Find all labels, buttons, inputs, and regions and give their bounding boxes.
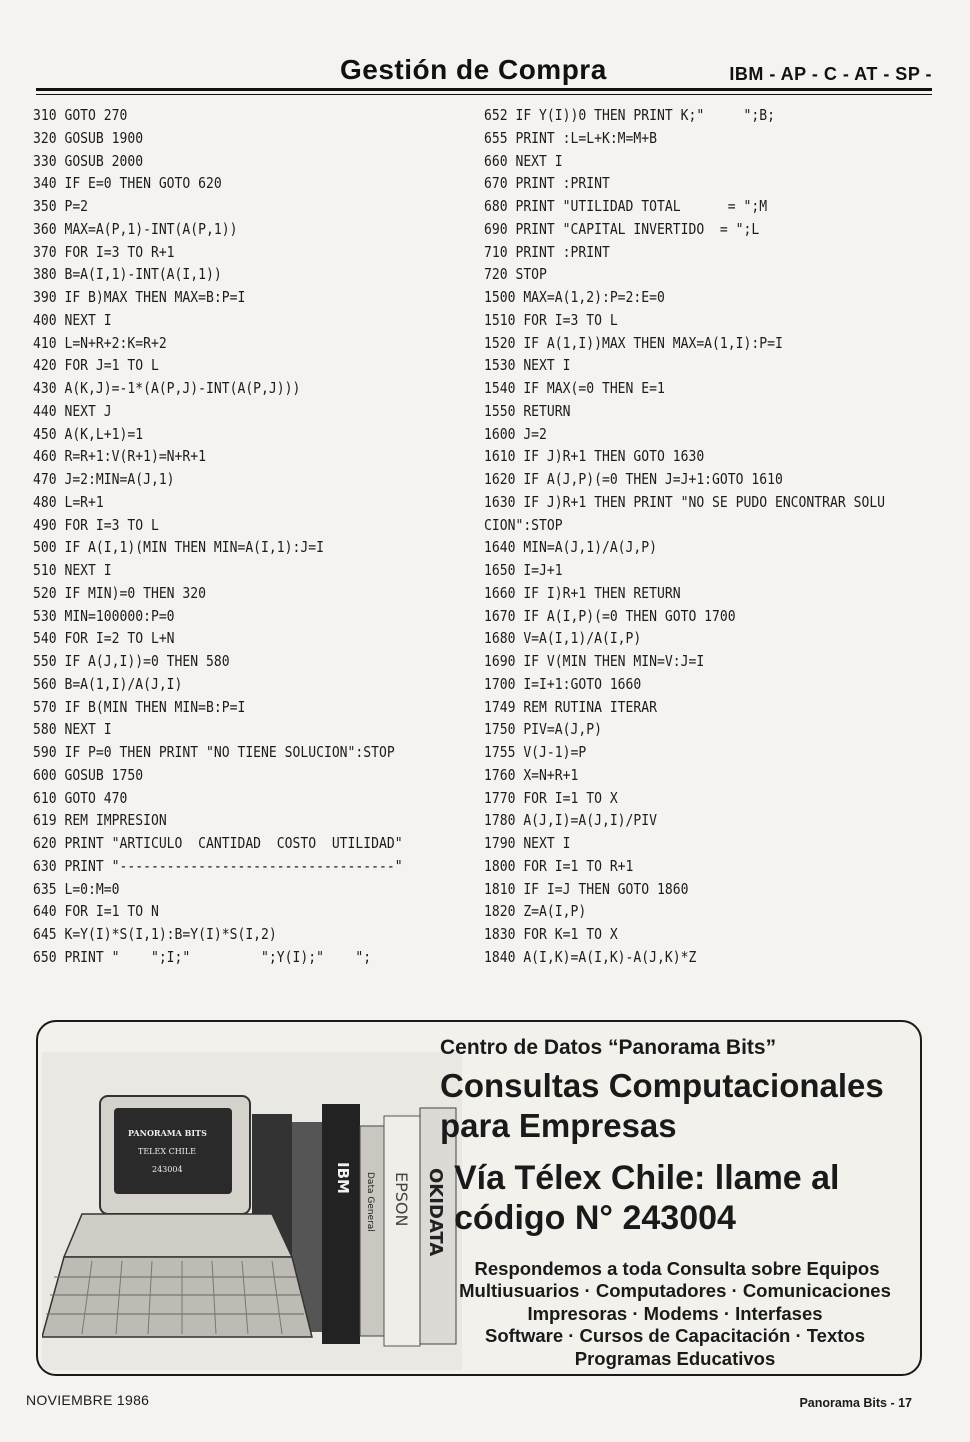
screen-line-1: PANORAMA BITS xyxy=(128,1128,207,1138)
code-line: 1780 A(J,I)=A(J,I)/PIV xyxy=(484,811,658,830)
code-line: 1640 MIN=A(J,1)/A(J,P) xyxy=(484,538,658,557)
code-line: 440 NEXT J xyxy=(33,401,112,420)
code-line: 1600 J=2 xyxy=(484,424,547,443)
code-line: 550 IF A(J,I))=0 THEN 580 xyxy=(33,652,230,670)
code-line: 660 NEXT I xyxy=(484,151,563,170)
code-line: 1820 Z=A(I,P) xyxy=(484,902,587,921)
ad-service-line: Software · Cursos de Capacitación · Textos xyxy=(484,1325,866,1347)
ad-service-line: Multiusuarios · Computadores · Comunicaciones xyxy=(459,1280,891,1302)
advertisement-box xyxy=(36,1020,922,1376)
code-line: 635 L=0:M=0 xyxy=(33,879,120,898)
code-line: 1790 NEXT I xyxy=(484,834,571,852)
ad-headline-line: Consultas Computacionales xyxy=(440,1067,884,1104)
ad-telex-callout xyxy=(454,1158,910,1238)
code-line: 619 REM IMPRESION xyxy=(33,811,167,830)
code-line: 460 R=R+1:V(R+1)=N+R+1 xyxy=(33,447,207,466)
ad-services-list xyxy=(440,1258,910,1370)
code-line: 1630 IF J)R+1 THEN PRINT "NO SE PUDO ENCONTRAR SOLU xyxy=(484,492,886,511)
ad-service-line: Respondemos a toda Consulta sobre Equipos xyxy=(474,1258,880,1279)
ad-service-line: Impresoras · Modems · Interfases xyxy=(527,1302,823,1324)
code-line: 540 FOR I=2 TO L+N xyxy=(33,629,175,648)
code-line: 640 FOR I=1 TO N xyxy=(33,902,159,921)
code-line: 680 PRINT "UTILIDAD TOTAL = ";M xyxy=(484,197,768,215)
code-line: 560 B=A(1,I)/A(J,I) xyxy=(33,674,183,693)
code-line: CION":STOP xyxy=(484,515,563,534)
code-line: 710 PRINT :PRINT xyxy=(484,242,610,261)
ad-headline-line: para Empresas xyxy=(440,1107,677,1144)
header-rule-thick xyxy=(36,88,932,91)
code-line: 340 IF E=0 THEN GOTO 620 xyxy=(33,174,222,193)
book-spine-okidata: OKIDATA xyxy=(425,1168,446,1257)
code-line: 310 GOTO 270 xyxy=(33,106,128,124)
code-line: 390 IF B)MAX THEN MAX=B:P=I xyxy=(33,288,246,306)
code-line: 480 L=R+1 xyxy=(33,492,104,511)
code-line: 1749 REM RUTINA ITERAR xyxy=(484,697,658,716)
code-line: 600 GOSUB 1750 xyxy=(33,765,144,784)
code-line: 1620 IF A(J,P)(=0 THEN J=J+1:GOTO 1610 xyxy=(484,470,783,488)
code-line: 1660 IF I)R+1 THEN RETURN xyxy=(484,583,681,602)
code-line: 610 GOTO 470 xyxy=(33,788,128,807)
code-line: 570 IF B(MIN THEN MIN=B:P=I xyxy=(33,697,246,716)
screen-line-3: 243004 xyxy=(152,1165,183,1174)
code-line: 530 MIN=100000:P=0 xyxy=(33,606,175,625)
code-line: 1540 IF MAX(=0 THEN E=1 xyxy=(484,379,665,397)
code-line: 1500 MAX=A(1,2):P=2:E=0 xyxy=(484,288,665,306)
code-line: 420 FOR J=1 TO L xyxy=(33,356,159,375)
code-line: 320 GOSUB 1900 xyxy=(33,128,144,147)
systems-list: IBM - AP - C - AT - SP - xyxy=(729,64,932,84)
code-line: 1690 IF V(MIN THEN MIN=V:J=I xyxy=(484,652,705,670)
code-line: 1750 PIV=A(J,P) xyxy=(484,720,602,739)
code-line: 655 PRINT :L=L+K:M=M+B xyxy=(484,128,658,147)
code-line: 670 PRINT :PRINT xyxy=(484,174,610,193)
code-line: 1830 FOR K=1 TO X xyxy=(484,925,618,943)
code-line: 1550 RETURN xyxy=(484,401,571,420)
code-line: 490 FOR I=3 TO L xyxy=(33,515,159,534)
code-line: 360 MAX=A(P,1)-INT(A(P,1)) xyxy=(33,219,238,238)
code-line: 1770 FOR I=1 TO X xyxy=(484,788,618,807)
code-line: 1510 FOR I=3 TO L xyxy=(484,310,618,329)
code-line: 650 PRINT " ";I;" ";Y(I);" "; xyxy=(33,947,372,966)
ad-headline xyxy=(440,1066,910,1146)
code-line: 1840 A(I,K)=A(I,K)-A(J,K)*Z xyxy=(484,947,697,966)
code-line: 470 J=2:MIN=A(J,1) xyxy=(33,470,175,488)
code-line: 630 PRINT "-----------------------------------" xyxy=(33,856,403,875)
code-line: 520 IF MIN)=0 THEN 320 xyxy=(33,583,207,602)
page-folio: Panorama Bits - 17 xyxy=(799,1396,912,1410)
code-line: 1755 V(J-1)=P xyxy=(484,743,587,761)
code-line: 430 A(K,J)=-1*(A(P,J)-INT(A(P,J))) xyxy=(33,379,301,397)
code-line: 720 STOP xyxy=(484,265,547,284)
code-line: 590 IF P=0 THEN PRINT "NO TIENE SOLUCION":STOP xyxy=(33,743,395,761)
book-spine-epson: EPSON xyxy=(392,1172,411,1227)
computer-equipment-photo xyxy=(42,1052,462,1370)
ad-service-line: Programas Educativos xyxy=(574,1347,776,1369)
code-line: 380 B=A(I,1)-INT(A(I,1)) xyxy=(33,265,222,284)
code-line: 1530 NEXT I xyxy=(484,356,571,375)
code-line: 620 PRINT "ARTICULO CANTIDAD COSTO UTILIDAD" xyxy=(33,834,403,852)
code-line: 1610 IF J)R+1 THEN GOTO 1630 xyxy=(484,447,705,466)
ad-callout-line: código N° 243004 xyxy=(454,1199,736,1237)
code-line: 500 IF A(I,1)(MIN THEN MIN=A(I,1):J=I xyxy=(33,538,324,557)
code-line: 410 L=N+R+2:K=R+2 xyxy=(33,333,167,352)
code-line: 450 A(K,L+1)=1 xyxy=(33,424,144,443)
screen-line-2: TELEX CHILE xyxy=(138,1147,196,1156)
code-line: 1810 IF I=J THEN GOTO 1860 xyxy=(484,879,689,898)
ad-kicker: Centro de Datos “Panorama Bits” xyxy=(440,1036,777,1059)
code-listing-left xyxy=(33,104,473,969)
issue-date: NOVIEMBRE 1986 xyxy=(26,1392,150,1408)
code-line: 370 FOR I=3 TO R+1 xyxy=(33,242,175,261)
code-line: 510 NEXT I xyxy=(33,561,112,579)
book-spine-data-general: Data General xyxy=(365,1172,375,1232)
header-rule-thin xyxy=(36,94,932,95)
code-line: 1670 IF A(I,P)(=0 THEN GOTO 1700 xyxy=(484,606,736,625)
code-line: 1680 V=A(I,1)/A(I,P) xyxy=(484,629,642,648)
code-line: 652 IF Y(I))0 THEN PRINT K;" ";B; xyxy=(484,106,775,124)
code-line: 1650 I=J+1 xyxy=(484,561,563,579)
code-line: 580 NEXT I xyxy=(33,720,112,739)
code-line: 1520 IF A(1,I))MAX THEN MAX=A(1,I):P=I xyxy=(484,333,783,352)
ad-copy xyxy=(440,1036,910,1370)
ad-callout-line: Vía Télex Chile: llame al xyxy=(454,1159,840,1197)
code-line: 350 P=2 xyxy=(33,197,89,215)
code-line: 690 PRINT "CAPITAL INVERTIDO = ";L xyxy=(484,219,760,238)
page-title: Gestión de Compra xyxy=(340,54,607,85)
book-spine-ibm: IBM xyxy=(334,1162,352,1194)
code-listing-right xyxy=(484,104,934,969)
code-line: 1700 I=I+1:GOTO 1660 xyxy=(484,674,642,693)
code-line: 1800 FOR I=1 TO R+1 xyxy=(484,856,634,875)
code-line: 330 GOSUB 2000 xyxy=(33,151,144,170)
code-line: 645 K=Y(I)*S(I,1):B=Y(I)*S(I,2) xyxy=(33,925,277,943)
code-line: 1760 X=N+R+1 xyxy=(484,765,579,784)
code-line: 400 NEXT I xyxy=(33,310,112,329)
